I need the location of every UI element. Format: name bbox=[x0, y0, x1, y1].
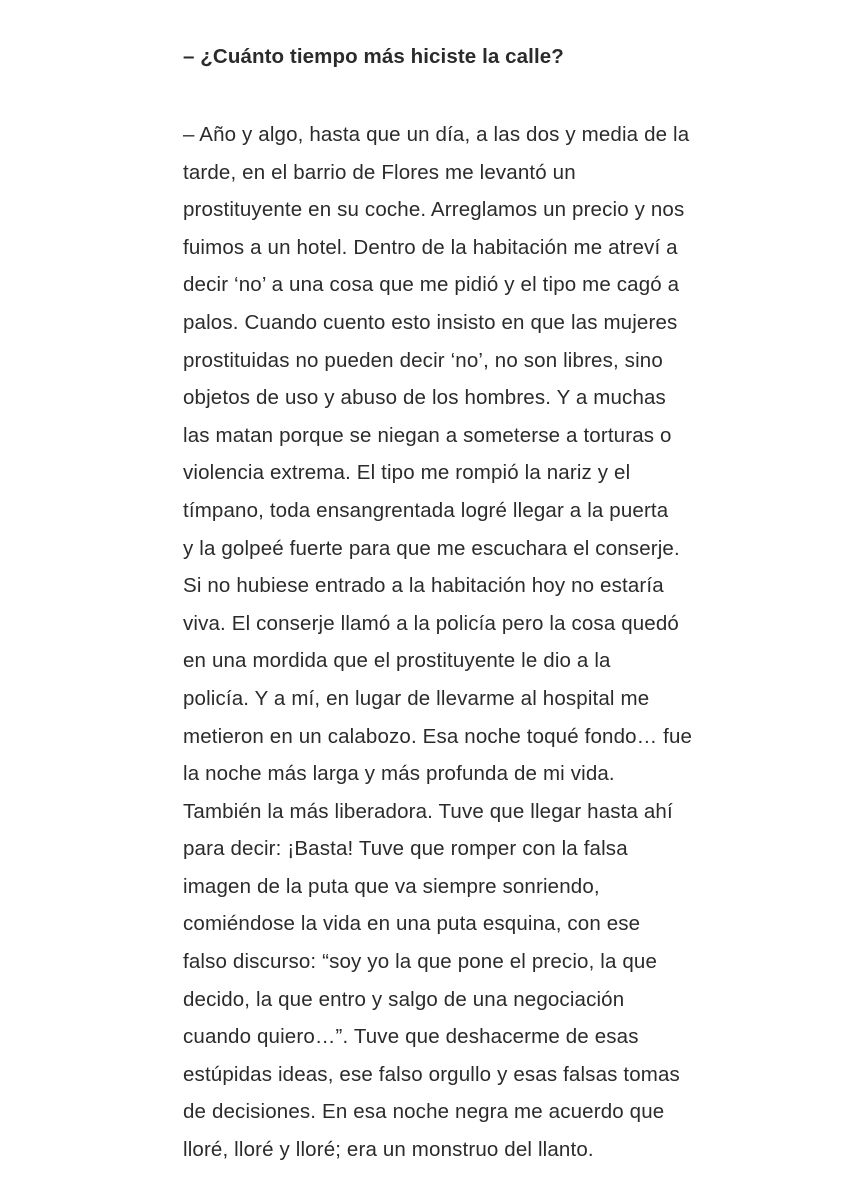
answer-line: lloré, lloré y lloré; era un monstruo del llanto. bbox=[183, 1138, 594, 1162]
answer-line: – Año y algo, hasta que un día, a las dos y media de la bbox=[183, 123, 690, 146]
answer-line: metieron en un calabozo. Esa noche toqué fondo… fue bbox=[183, 724, 693, 748]
answer-line: imagen de la puta que va siempre sonriendo, bbox=[183, 874, 600, 898]
answer-line: y la golpeé fuerte para que me escuchara el conserje. bbox=[183, 536, 680, 560]
answer-line: en una mordida que el prostituyente le dio a la bbox=[183, 649, 611, 673]
answer-line: prostituidas no pueden decir ‘no’, no son libres, sino bbox=[183, 348, 663, 372]
answer-line: falso discurso: “soy yo la que pone el precio, la que bbox=[183, 950, 658, 974]
answer-line: objetos de uso y abuso de los hombres. Y a muchas bbox=[183, 386, 666, 410]
answer-line: cuando quiero…”. Tuve que deshacerme de esas bbox=[183, 1025, 639, 1049]
answer-line: tarde, en el barrio de Flores me levantó un bbox=[183, 160, 576, 184]
answer-line: tímpano, toda ensangrentada logré llegar a la puerta bbox=[183, 498, 669, 522]
answer-line: decir ‘no’ a una cosa que me pidió y el tipo me cagó a bbox=[183, 273, 680, 297]
answer-line: decido, la que entro y salgo de una negociación bbox=[183, 987, 625, 1011]
answer-line: violencia extrema. El tipo me rompió la nariz y el bbox=[183, 461, 631, 485]
answer-line: estúpidas ideas, ese falso orgullo y esas falsas tomas bbox=[183, 1062, 680, 1086]
answer-line: para decir: ¡Basta! Tuve que romper con la falsa bbox=[183, 837, 628, 861]
answer-line: de decisiones. En esa noche negra me acuerdo que bbox=[183, 1100, 665, 1124]
answer-line: Si no hubiese entrado a la habitación hoy no estaría bbox=[183, 574, 664, 598]
answer-line: fuimos a un hotel. Dentro de la habitación me atreví a bbox=[183, 235, 678, 259]
interview-question: – ¿Cuánto tiempo más hiciste la calle? bbox=[183, 45, 564, 68]
answer-line: prostituyente en su coche. Arreglamos un precio y nos bbox=[183, 198, 685, 222]
answer-line: palos. Cuando cuento esto insisto en que las mujeres bbox=[183, 310, 678, 334]
answer-line: comiéndose la vida en una puta esquina, con ese bbox=[183, 912, 641, 936]
answer-line: la noche más larga y más profunda de mi vida. bbox=[183, 762, 615, 786]
answer-line: las matan porque se niegan a someterse a torturas o bbox=[183, 423, 672, 447]
answer-line: También la más liberadora. Tuve que llegar hasta ahí bbox=[183, 799, 673, 823]
interview-article bbox=[183, 42, 743, 1169]
answer-line: policía. Y a mí, en lugar de llevarme al hospital me bbox=[183, 686, 650, 710]
answer-line: viva. El conserje llamó a la policía pero la cosa quedó bbox=[183, 611, 679, 635]
interview-answer bbox=[183, 116, 743, 1169]
